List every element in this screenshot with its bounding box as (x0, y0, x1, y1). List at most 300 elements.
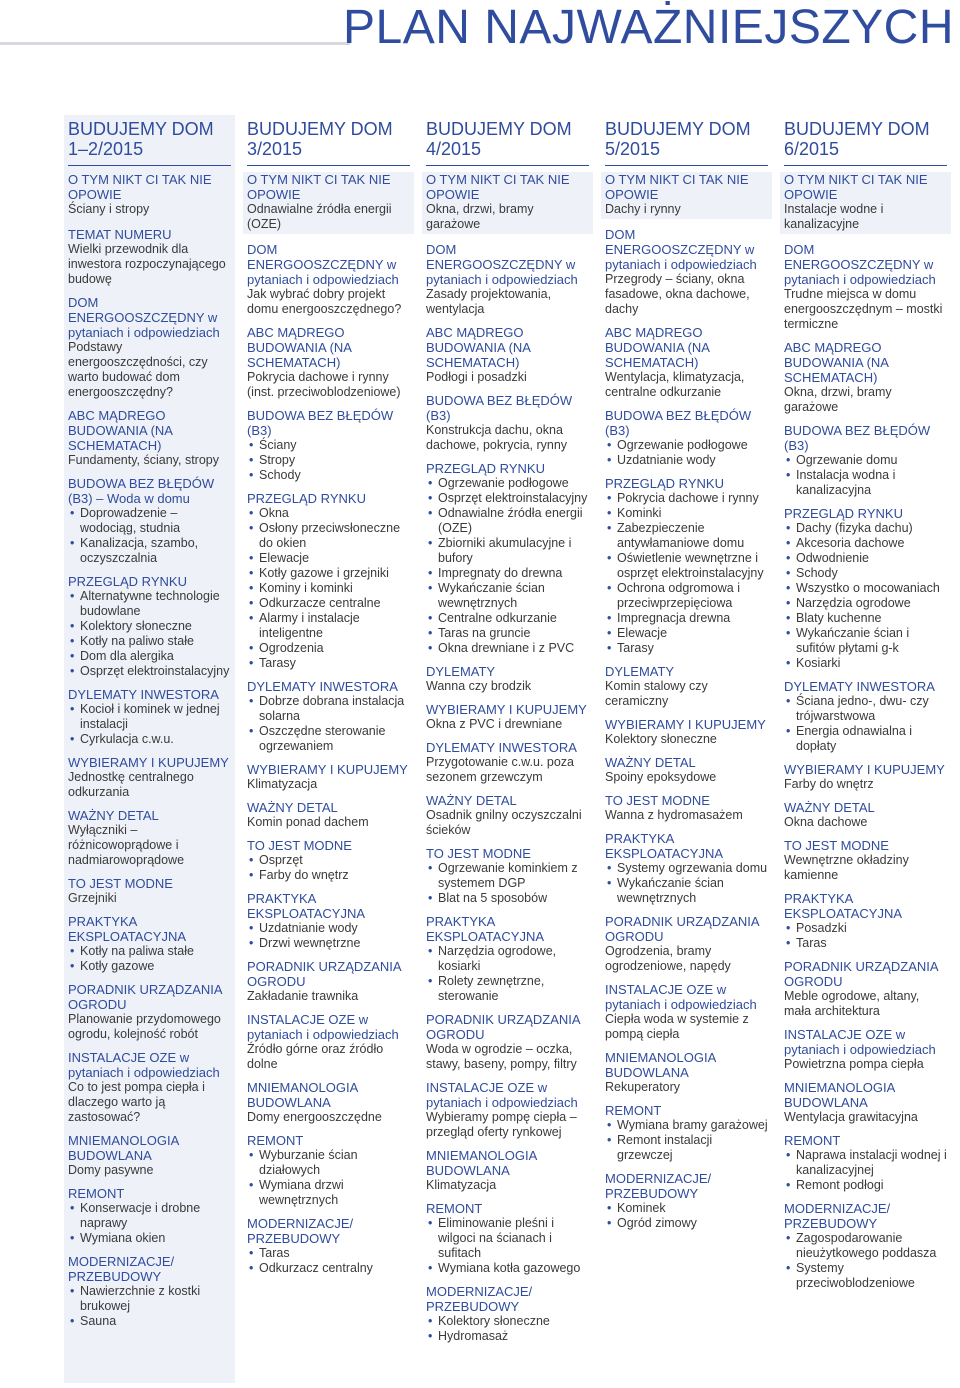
issue-heading: BUDUJEMY DOM 6/2015 (784, 119, 930, 159)
bullet-item: • Zbiorniki akumulacyjne i bufory (426, 536, 589, 566)
section (784, 1201, 947, 1291)
section-title: INSTALACJE OZE w pytaniach i odpowiedziach (247, 1012, 399, 1042)
section-title: PRZEGLĄD RYNKU (68, 574, 187, 589)
section (243, 172, 414, 234)
bullet-item: • Wymiana kotła gazowego (426, 1261, 589, 1276)
bullet-item: • Kominek (605, 1201, 768, 1216)
bullet-item: • Alarmy i instalacje inteligentne (247, 611, 410, 641)
section (247, 1080, 410, 1125)
section (68, 1186, 231, 1246)
section-title: BUDOWA BEZ BŁĘDÓW (B3) (605, 408, 752, 438)
section-title: TO JEST MODNE (247, 838, 352, 853)
issue-heading: BUDUJEMY DOM 3/2015 (247, 119, 393, 159)
section-title: REMONT (784, 1133, 841, 1148)
section-title: O TYM NIKT CI TAK NIE OPOWIE (605, 172, 749, 202)
bullet-item: • Konserwacje i drobne naprawy (68, 1201, 231, 1231)
bullet-item: • Ochrona odgromowa i przeciwprzepięciowa (605, 581, 768, 611)
section-title: PRZEGLĄD RYNKU (605, 476, 724, 491)
bullet-item: • Kominy i kominki (247, 581, 410, 596)
section-title: MNIEMANOLOGIA BUDOWLANA (247, 1080, 358, 1110)
issue-heading: BUDUJEMY DOM 5/2015 (605, 119, 751, 159)
section-title: PRAKTYKA EKSPLOATACYJNA (247, 891, 365, 921)
bullet-item: • Tarasy (247, 656, 410, 671)
section (426, 1148, 589, 1193)
section (247, 762, 410, 792)
bullet-item: • Uzdatnianie wody (247, 921, 410, 936)
section-text: Okna dachowe (784, 815, 868, 829)
section-title: ABC MĄDREGO BUDOWANIA (NA SCHEMATACH) (426, 325, 531, 370)
section (605, 1171, 768, 1231)
bullet-item: • Dachy (fizyka dachu) (784, 521, 947, 536)
section-title: BUDOWA BEZ BŁĘDÓW (B3) (426, 393, 573, 423)
section (426, 325, 589, 385)
bullet-item: • Ogrzewanie podłogowe (605, 438, 768, 453)
bullet-item: • Ściana jedno-, dwu- czy trójwarstwowa (784, 694, 947, 724)
section-title: DYLEMATY INWESTORA (426, 740, 577, 755)
section-title: BUDOWA BEZ BŁĘDÓW (B3) (784, 423, 931, 453)
bullet-item: • Centralne odkurzanie (426, 611, 589, 626)
section-title: BUDOWA BEZ BŁĘDÓW (B3) (247, 408, 394, 438)
bullet-item: • Wykańczanie ścian wewnętrznych (605, 876, 768, 906)
section-title: INSTALACJE OZE w pytaniach i odpowiedziach (68, 1050, 220, 1080)
bullet-item: • Kominki (605, 506, 768, 521)
section-title: PORADNIK URZĄDZANIA OGRODU (68, 982, 222, 1012)
section (247, 325, 410, 400)
section-title: INSTALACJE OZE w pytaniach i odpowiedziach (605, 982, 757, 1012)
bullet-item: • Dom dla alergika (68, 649, 231, 664)
section-text: Wanna z hydromasażem (605, 808, 743, 822)
section (247, 959, 410, 1004)
bullet-item: • Ściany (247, 438, 410, 453)
section-title: REMONT (247, 1133, 304, 1148)
section (426, 1284, 589, 1344)
section-text: Okna, drzwi, bramy garażowe (426, 202, 534, 231)
section (784, 762, 947, 792)
section-text: Okna, drzwi, bramy garażowe (784, 385, 892, 414)
section-title: TO JEST MODNE (68, 876, 173, 891)
section-text: Trudne miejsca w domu energooszczędnym – mostki termiczne (784, 287, 943, 331)
section-title: WAŻNY DETAL (247, 800, 338, 815)
section (68, 1050, 231, 1125)
section (247, 491, 410, 671)
bullet-item: • Alternatywne technologie budowlane (68, 589, 231, 619)
bullet-item: • Blaty kuchenne (784, 611, 947, 626)
bullet-item: • Ogrzewanie domu (784, 453, 947, 468)
bullet-item: • Oszczędne sterowanie ogrzewaniem (247, 724, 410, 754)
bullet-item: • Rolety zewnętrzne, sterowanie (426, 974, 589, 1004)
bullet-item: • Elewacje (247, 551, 410, 566)
section-text: Podłogi i posadzki (426, 370, 527, 384)
section-text: Jednostkę centralnego odkurzania (68, 770, 194, 799)
bullet-item: • Systemy przeciwoblodzeniowe (784, 1261, 947, 1291)
section-title: PRZEGLĄD RYNKU (247, 491, 366, 506)
section (64, 172, 235, 219)
bullet-item: • Wymiana drzwi wewnętrznych (247, 1178, 410, 1208)
section-title: ABC MĄDREGO BUDOWANIA (NA SCHEMATACH) (784, 340, 889, 385)
section-text: Woda w ogrodzie – oczka, stawy, baseny, pompy, filtry (426, 1042, 577, 1071)
section-title: PRAKTYKA EKSPLOATACYJNA (426, 914, 544, 944)
section-title: O TYM NIKT CI TAK NIE OPOWIE (784, 172, 928, 202)
section-text: Co to jest pompa ciepła i dlaczego warto ją zastosować? (68, 1080, 205, 1124)
bullet-item: • Odnawialne źródła energii (OZE) (426, 506, 589, 536)
section-title: MNIEMANOLOGIA BUDOWLANA (426, 1148, 537, 1178)
section (605, 664, 768, 709)
issue-column (243, 115, 414, 1383)
section-text: Komin stalowy czy ceramiczny (605, 679, 708, 708)
section (426, 461, 589, 656)
bullet-item: • Doprowadzenie – wodociąg, studnia (68, 506, 231, 536)
section-text: Rekuperatory (605, 1080, 681, 1094)
section-title: O TYM NIKT CI TAK NIE OPOWIE (68, 172, 212, 202)
bullet-item: • Remont podłogi (784, 1178, 947, 1193)
section-title: ABC MĄDREGO BUDOWANIA (NA SCHEMATACH) (68, 408, 173, 453)
bullet-item: • Narzędzia ogrodowe, kosiarki (426, 944, 589, 974)
bullet-item: • Tarasy (605, 641, 768, 656)
bullet-item: • Okna (247, 506, 410, 521)
section-title: MNIEMANOLOGIA BUDOWLANA (605, 1050, 716, 1080)
bullet-item: • Cyrkulacja c.w.u. (68, 732, 231, 747)
bullet-item: • Farby do wnętrz (247, 868, 410, 883)
section-text: Klimatyzacja (247, 777, 318, 791)
section-title: WYBIERAMY I KUPUJEMY (68, 755, 229, 770)
section-text: Instalacje wodne i kanalizacyjne (784, 202, 884, 231)
issue-column (64, 115, 235, 1383)
bullet-item: • Dobrze dobrana instalacja solarna (247, 694, 410, 724)
section-title: WAŻNY DETAL (784, 800, 875, 815)
section-title: PORADNIK URZĄDZANIA OGRODU (784, 959, 938, 989)
bullet-item: • Naprawa instalacji wodnej i kanalizacyjnej (784, 1148, 947, 1178)
issue-heading: BUDUJEMY DOM 4/2015 (426, 119, 572, 159)
section (247, 242, 410, 317)
section-title: REMONT (605, 1103, 662, 1118)
section (605, 227, 768, 317)
section-text: Wewnętrzne okładziny kamienne (784, 853, 909, 882)
section-title: TO JEST MODNE (784, 838, 889, 853)
bullet-item: • Osprzęt elektroinstalacyjny (68, 664, 231, 679)
section (605, 717, 768, 747)
section (68, 476, 231, 566)
section (68, 227, 231, 287)
section (68, 982, 231, 1042)
section (247, 408, 410, 483)
section (247, 891, 410, 951)
section-title: PORADNIK URZĄDZANIA OGRODU (605, 914, 759, 944)
section (601, 172, 772, 219)
section-text: Powietrzna pompa ciepła (784, 1057, 924, 1071)
issue-column (422, 115, 593, 1383)
section (68, 295, 231, 400)
section (784, 1080, 947, 1125)
bullet-item: • Wszystko o mocowaniach (784, 581, 947, 596)
bullet-item: • Remont instalacji grzewczej (605, 1133, 768, 1163)
bullet-item: • Ogrzewanie kominkiem z systemem DGP (426, 861, 589, 891)
section-text: Dachy i rynny (605, 202, 681, 216)
section (784, 838, 947, 883)
section-text: Zakładanie trawnika (247, 989, 359, 1003)
section-text: Wielki przewodnik dla inwestora rozpoczynającego budowę (68, 242, 226, 286)
bullet-item: • Kotły gazowe i grzejniki (247, 566, 410, 581)
section-title: ABC MĄDREGO BUDOWANIA (NA SCHEMATACH) (247, 325, 352, 370)
bullet-item: • Systemy ogrzewania domu (605, 861, 768, 876)
section-text: Wanna czy brodzik (426, 679, 532, 693)
section-title: WAŻNY DETAL (426, 793, 517, 808)
bullet-item: • Ogród zimowy (605, 1216, 768, 1231)
section (68, 408, 231, 468)
bullet-item: • Taras (247, 1246, 410, 1261)
section-title: REMONT (426, 1201, 483, 1216)
bullet-item: • Osprzęt elektroinstalacyjny (426, 491, 589, 506)
bullet-item: • Elewacje (605, 626, 768, 641)
section-text: Przegrody – ściany, okna fasadowe, okna dachowe, dachy (605, 272, 750, 316)
section-text: Podstawy energooszczędności, czy warto budować dom energooszczędny? (68, 340, 208, 399)
section (605, 793, 768, 823)
section-text: Wentylacja, klimatyzacja, centralne odkurzanie (605, 370, 745, 399)
issue-heading-rule (68, 165, 231, 166)
section (426, 702, 589, 732)
bullet-item: • Schody (247, 468, 410, 483)
section (426, 914, 589, 1004)
section (784, 242, 947, 332)
section (605, 982, 768, 1042)
section (426, 740, 589, 785)
section (68, 1133, 231, 1178)
section (68, 1254, 231, 1329)
section (247, 800, 410, 830)
bullet-item: • Uzdatnianie wody (605, 453, 768, 468)
section (247, 1216, 410, 1276)
issue-heading-rule (247, 165, 410, 166)
section (426, 242, 589, 317)
section-text: Spoiny epoksydowe (605, 770, 717, 784)
section-title: DOM ENERGOOSZCZĘDNY w pytaniach i odpowiedziach (68, 295, 220, 340)
bullet-item: • Wykańczanie ścian i sufitów płytami g-k (784, 626, 947, 656)
section-title: DYLEMATY INWESTORA (784, 679, 935, 694)
section (247, 1012, 410, 1072)
section (784, 959, 947, 1019)
section-title: PRZEGLĄD RYNKU (426, 461, 545, 476)
bullet-item: • Zagospodarowanie nieużytkowego poddasza (784, 1231, 947, 1261)
section (426, 793, 589, 838)
section-text: Wyłączniki – różnicowoprądowe i nadmiarowoprądowe (68, 823, 185, 867)
section-text: Konstrukcja dachu, okna dachowe, pokrycia, rynny (426, 423, 568, 452)
section-text: Farby do wnętrz (784, 777, 874, 791)
section-title: DOM ENERGOOSZCZĘDNY w pytaniach i odpowiedziach (605, 227, 757, 272)
section-text: Wybieramy pompę ciepła – przegląd oferty rynkowej (426, 1110, 577, 1139)
section (605, 914, 768, 974)
top-rule (0, 42, 350, 45)
section (784, 1027, 947, 1072)
bullet-item: • Wyburzanie ścian działowych (247, 1148, 410, 1178)
section-title: DYLEMATY (605, 664, 675, 679)
bullet-item: • Oświetlenie wewnętrzne i osprzęt elektroinstalacyjny (605, 551, 768, 581)
section-title: PRZEGLĄD RYNKU (784, 506, 903, 521)
section (784, 506, 947, 671)
section (784, 340, 947, 415)
bullet-item: • Sauna (68, 1314, 231, 1329)
section-title: PORADNIK URZĄDZANIA OGRODU (426, 1012, 580, 1042)
section-text: Meble ogrodowe, altany, mała architektura (784, 989, 920, 1018)
bullet-item: • Drzwi wewnętrzne (247, 936, 410, 951)
issue-heading-rule (426, 165, 589, 166)
section (605, 476, 768, 656)
section (605, 831, 768, 906)
bullet-item: • Wykańczanie ścian wewnętrznych (426, 581, 589, 611)
issue-column (780, 115, 951, 1383)
section-text: Komin ponad dachem (247, 815, 369, 829)
section-text: Wentylacja grawitacyjna (784, 1110, 918, 1124)
section-title: MODERNIZACJE/ PRZEBUDOWY (605, 1171, 712, 1201)
section-title: WYBIERAMY I KUPUJEMY (605, 717, 766, 732)
bullet-item: • Blat na 5 sposobów (426, 891, 589, 906)
section-title: MODERNIZACJE/ PRZEBUDOWY (784, 1201, 891, 1231)
bullet-item: • Taras na gruncie (426, 626, 589, 641)
section-title: PRAKTYKA EKSPLOATACYJNA (784, 891, 902, 921)
section (784, 1133, 947, 1193)
section (426, 1080, 589, 1140)
bullet-item: • Hydromasaż (426, 1329, 589, 1344)
section-text: Klimatyzacja (426, 1178, 497, 1192)
section (780, 172, 951, 234)
bullet-item: • Eliminowanie pleśni i wilgoci na ścianach i sufitach (426, 1216, 589, 1261)
bullet-item: • Pokrycia dachowe i rynny (605, 491, 768, 506)
section-title: MODERNIZACJE/ PRZEBUDOWY (68, 1254, 175, 1284)
section-title: WYBIERAMY I KUPUJEMY (784, 762, 945, 777)
section-text: Okna z PVC i drewniane (426, 717, 563, 731)
bullet-item: • Wymiana bramy garażowej (605, 1118, 768, 1133)
section-title: DOM ENERGOOSZCZĘDNY w pytaniach i odpowiedziach (426, 242, 578, 287)
section (68, 574, 231, 679)
section-text: Grzejniki (68, 891, 117, 905)
section-title: TEMAT NUMERU (68, 227, 172, 242)
section-text: Jak wybrać dobry projekt domu energooszczędnego? (247, 287, 402, 316)
section-title: MNIEMANOLOGIA BUDOWLANA (784, 1080, 895, 1110)
section-title: PORADNIK URZĄDZANIA OGRODU (247, 959, 401, 989)
bullet-item: • Kotły gazowe (68, 959, 231, 974)
bullet-item: • Ogrzewanie podłogowe (426, 476, 589, 491)
issue-heading-rule (605, 165, 768, 166)
section (784, 423, 947, 498)
section-title: INSTALACJE OZE w pytaniach i odpowiedziach (426, 1080, 578, 1110)
section (605, 408, 768, 468)
section (68, 876, 231, 906)
section (426, 393, 589, 453)
section-text: Pokrycia dachowe i rynny (inst. przeciwoblodzeniowe) (247, 370, 401, 399)
bullet-item: • Energia odnawialna i dopłaty (784, 724, 947, 754)
section-text: Domy pasywne (68, 1163, 154, 1177)
bullet-item: • Stropy (247, 453, 410, 468)
section-title: DYLEMATY (426, 664, 496, 679)
section-text: Przygotowanie c.w.u. poza sezonem grzewczym (426, 755, 574, 784)
section-text: Fundamenty, ściany, stropy (68, 453, 219, 467)
section (422, 172, 593, 234)
section-title: WAŻNY DETAL (68, 808, 159, 823)
bullet-item: • Nawierzchnie z kostki brukowej (68, 1284, 231, 1314)
bullet-item: • Akcesoria dachowe (784, 536, 947, 551)
bullet-item: • Kosiarki (784, 656, 947, 671)
section (426, 846, 589, 906)
section-text: Ogrodzenia, bramy ogrodzeniowe, napędy (605, 944, 731, 973)
section-text: Ściany i stropy (68, 202, 150, 216)
section-title: O TYM NIKT CI TAK NIE OPOWIE (426, 172, 570, 202)
bullet-item: • Kotły na paliwa stałe (68, 944, 231, 959)
section (68, 755, 231, 800)
bullet-item: • Ogrodzenia (247, 641, 410, 656)
section-title: WYBIERAMY I KUPUJEMY (247, 762, 408, 777)
section-text: Planowanie przydomowego ogrodu, kolejność robót (68, 1012, 221, 1041)
section (426, 664, 589, 694)
section-title: DYLEMATY INWESTORA (247, 679, 398, 694)
section (605, 755, 768, 785)
section-title: PRAKTYKA EKSPLOATACYJNA (605, 831, 723, 861)
bullet-item: • Odkurzacz centralny (247, 1261, 410, 1276)
section-title: TO JEST MODNE (426, 846, 531, 861)
bullet-item: • Instalacja wodna i kanalizacyjna (784, 468, 947, 498)
section (784, 800, 947, 830)
section-text: Ciepła woda w systemie z pompą ciepła (605, 1012, 749, 1041)
bullet-item: • Osłony przeciwsłoneczne do okien (247, 521, 410, 551)
section (68, 687, 231, 747)
issue-heading-rule (784, 165, 947, 166)
section-title: DYLEMATY INWESTORA (68, 687, 219, 702)
section (68, 808, 231, 868)
section-title: DOM ENERGOOSZCZĘDNY w pytaniach i odpowiedziach (784, 242, 936, 287)
bullet-item: • Kolektory słoneczne (68, 619, 231, 634)
bullet-item: • Taras (784, 936, 947, 951)
section-title: INSTALACJE OZE w pytaniach i odpowiedziach (784, 1027, 936, 1057)
section (426, 1012, 589, 1072)
section (247, 1133, 410, 1208)
bullet-item: • Schody (784, 566, 947, 581)
section-title: MODERNIZACJE/ PRZEBUDOWY (426, 1284, 533, 1314)
section (605, 325, 768, 400)
bullet-item: • Odkurzacze centralne (247, 596, 410, 611)
bullet-item: • Impregnaty do drewna (426, 566, 589, 581)
section (605, 1050, 768, 1095)
issue-heading: BUDUJEMY DOM 1–2/2015 (68, 119, 214, 159)
section-title: ABC MĄDREGO BUDOWANIA (NA SCHEMATACH) (605, 325, 710, 370)
section-title: REMONT (68, 1186, 125, 1201)
section-title: MODERNIZACJE/ PRZEBUDOWY (247, 1216, 354, 1246)
issues-columns (64, 115, 960, 1383)
section-title: WYBIERAMY I KUPUJEMY (426, 702, 587, 717)
bullet-item: • Kolektory słoneczne (426, 1314, 589, 1329)
section-title: PRAKTYKA EKSPLOATACYJNA (68, 914, 186, 944)
issue-column (601, 115, 772, 1383)
section (784, 891, 947, 951)
section-title: DOM ENERGOOSZCZĘDNY w pytaniach i odpowiedziach (247, 242, 399, 287)
section-text: Osadnik gnilny oczyszczalni ścieków (426, 808, 582, 837)
bullet-item: • Kocioł i kominek w jednej instalacji (68, 702, 231, 732)
section-title: BUDOWA BEZ BŁĘDÓW (B3) – Woda w domu (68, 476, 215, 506)
section-text: Kolektory słoneczne (605, 732, 717, 746)
bullet-item: • Narzędzia ogrodowe (784, 596, 947, 611)
bullet-item: • Osprzęt (247, 853, 410, 868)
section (247, 838, 410, 883)
section-text: Źródło górne oraz źródło dolne (247, 1042, 384, 1071)
bullet-item: • Impregnacja drewna (605, 611, 768, 626)
bullet-item: • Posadzki (784, 921, 947, 936)
section-title: WAŻNY DETAL (605, 755, 696, 770)
section (426, 1201, 589, 1276)
section-title: O TYM NIKT CI TAK NIE OPOWIE (247, 172, 391, 202)
bullet-item: • Okna drewniane i z PVC (426, 641, 589, 656)
section (68, 914, 231, 974)
bullet-item: • Odwodnienie (784, 551, 947, 566)
section-text: Domy energooszczędne (247, 1110, 382, 1124)
section-text: Zasady projektowania, wentylacja (426, 287, 552, 316)
section (605, 1103, 768, 1163)
bullet-item: • Wymiana okien (68, 1231, 231, 1246)
